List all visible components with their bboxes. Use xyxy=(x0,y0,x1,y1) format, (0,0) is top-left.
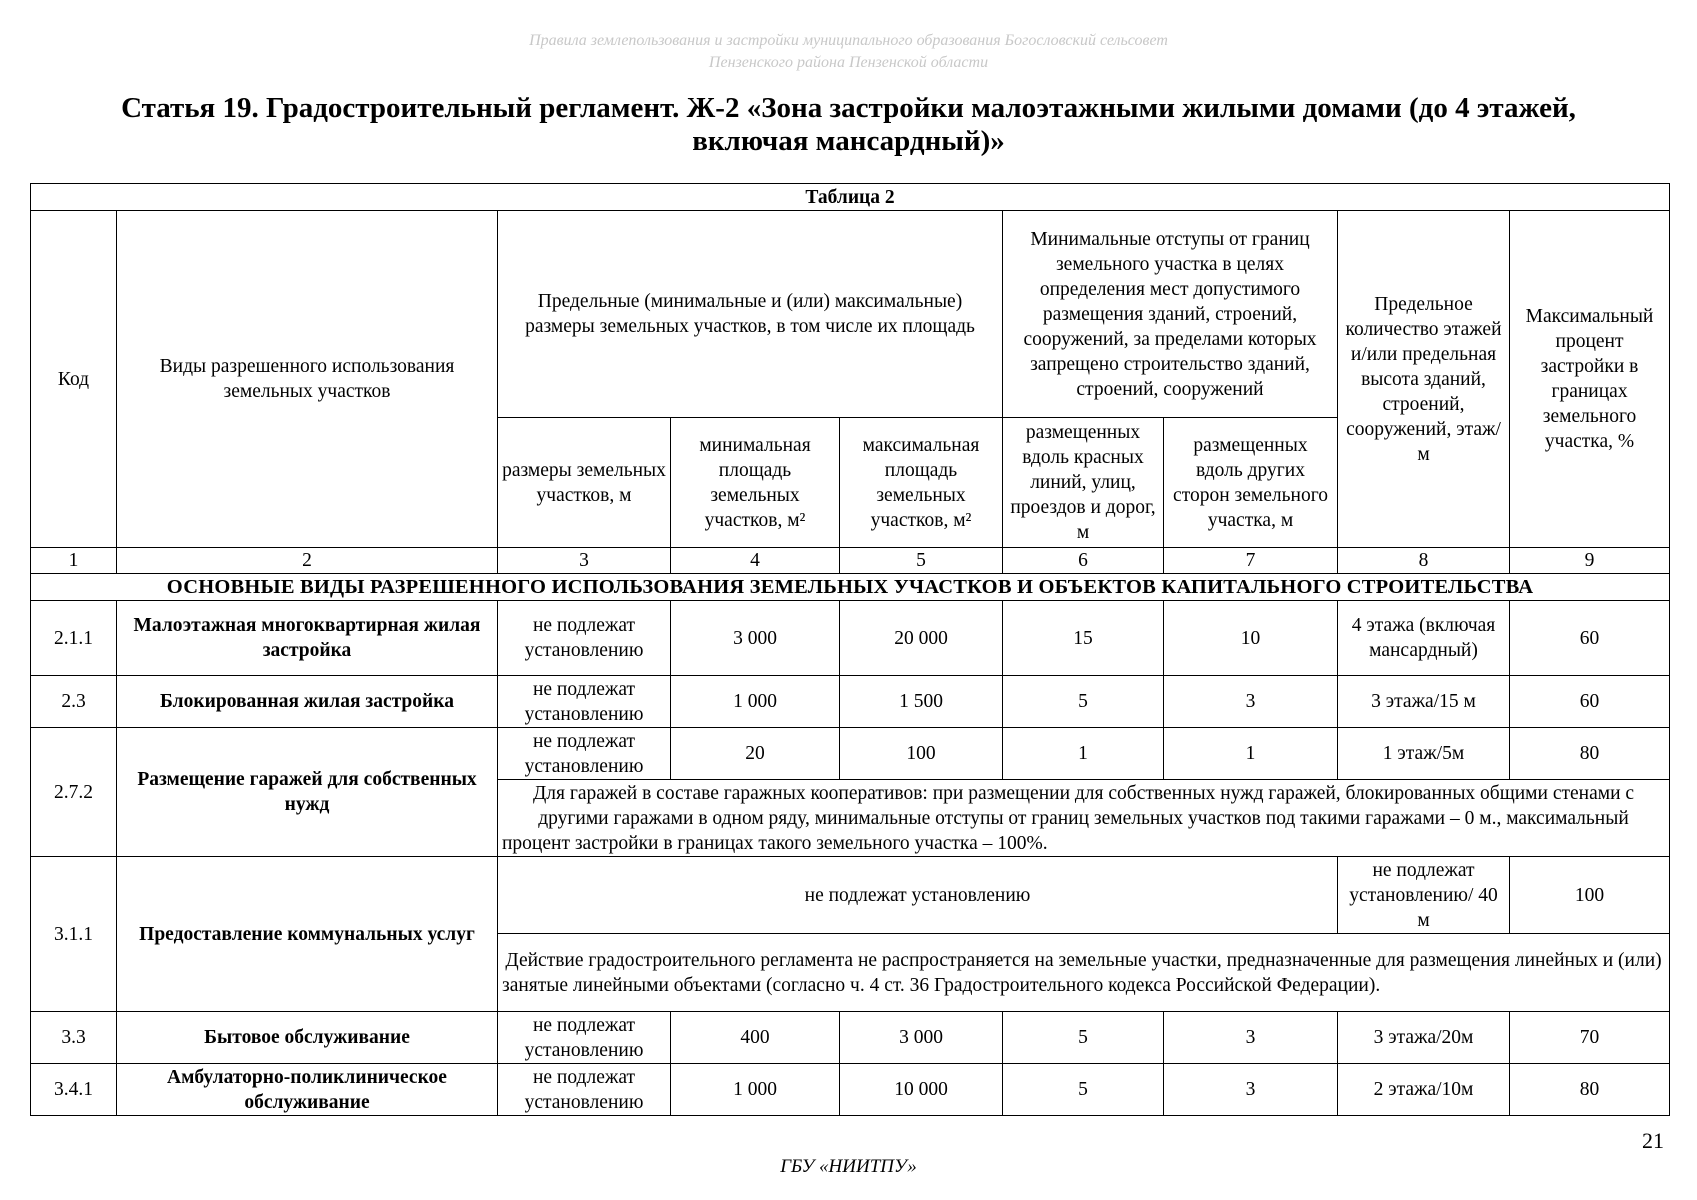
row-setback-red: 5 xyxy=(1003,1064,1164,1116)
row-code: 3.4.1 xyxy=(31,1064,117,1116)
row-sizes: не подлежат установлению xyxy=(498,728,671,780)
col-number: 6 xyxy=(1003,548,1164,574)
row-sizes: не подлежат установлению xyxy=(498,601,671,676)
row-use-name: Бытовое обслуживание xyxy=(117,1012,498,1064)
footer-organization: ГБУ «НИИТПУ» xyxy=(780,1156,917,1177)
row-coverage: 70 xyxy=(1510,1012,1670,1064)
row-max-area: 20 000 xyxy=(840,601,1003,676)
row-floors: 4 этажа (включая мансардный) xyxy=(1338,601,1510,676)
column-numbers-row xyxy=(31,548,1670,574)
header-use: Виды разрешенного использования земельных участков xyxy=(117,211,498,548)
row-code: 2.7.2 xyxy=(31,728,117,857)
article-title xyxy=(60,92,1637,158)
row-min-area: 1 000 xyxy=(671,1064,840,1116)
running-header-line1: Правила землепользования и застройки муниципального образования Богословский сельсовет xyxy=(529,32,1168,49)
table-row xyxy=(31,1064,1670,1116)
table-caption: Таблица 2 xyxy=(31,184,1670,211)
row-note: Действие градостроительного регламента не распространяется на земельные участки, предназначенные для размещения линейных и (или) занятые линейными объектами (согласно ч. 4 ст. 36 Градостроительного кодекса Российской Федерации). xyxy=(498,934,1670,1012)
row-coverage: 60 xyxy=(1510,676,1670,728)
row-coverage: 80 xyxy=(1510,1064,1670,1116)
row-use-name: Малоэтажная многоквартирная жилая застройка xyxy=(117,601,498,676)
header-sizes-group: Предельные (минимальные и (или) максимальные) размеры земельных участков, в том числе их площадь xyxy=(498,211,1003,418)
row-coverage: 80 xyxy=(1510,728,1670,780)
row-max-area: 100 xyxy=(840,728,1003,780)
col-number: 2 xyxy=(117,548,498,574)
row-note: Для гаражей в составе гаражных кооперативов: при размещении для собственных нужд гаражей, блокированных общими стенами с другими гаражами в одном ряду, минимальные отступы от границ земельных участков под такими гаражами – 0 м., максимальный процент застройки в границах такого земельного участка – 100%. xyxy=(498,780,1670,857)
table-row xyxy=(31,1012,1670,1064)
row-floors: 3 этажа/15 м xyxy=(1338,676,1510,728)
col-number: 5 xyxy=(840,548,1003,574)
row-setback-other: 10 xyxy=(1164,601,1338,676)
row-min-area: 1 000 xyxy=(671,676,840,728)
row-max-area: 3 000 xyxy=(840,1012,1003,1064)
row-merged-value: не подлежат установлению xyxy=(498,857,1338,934)
row-setback-red: 15 xyxy=(1003,601,1164,676)
header-floors: Предельное количество этажей и/или предельная высота зданий, строений, сооружений, этаж/м xyxy=(1338,211,1510,548)
col-number: 1 xyxy=(31,548,117,574)
row-setback-red: 5 xyxy=(1003,1012,1164,1064)
row-max-area: 10 000 xyxy=(840,1064,1003,1116)
subheader-sizes: размеры земельных участков, м xyxy=(498,418,671,548)
row-code: 2.3 xyxy=(31,676,117,728)
row-floors: 3 этажа/20м xyxy=(1338,1012,1510,1064)
col-number: 8 xyxy=(1338,548,1510,574)
header-code: Код xyxy=(31,211,117,548)
row-use-name: Амбулаторно-поликлиническое обслуживание xyxy=(117,1064,498,1116)
row-floors: 1 этаж/5м xyxy=(1338,728,1510,780)
table-row xyxy=(31,857,1670,934)
regulation-table xyxy=(30,183,1670,1116)
title-line1: Статья 19. Градостроительный регламент. Ж-2 «Зона застройки малоэтажными жилыми домами (до 4 этажей, xyxy=(121,92,1576,124)
row-use-name: Размещение гаражей для собственных нужд xyxy=(117,728,498,857)
row-sizes: не подлежат установлению xyxy=(498,676,671,728)
subheader-min-area: минимальная площадь земельных участков, м² xyxy=(671,418,840,548)
row-setback-other: 1 xyxy=(1164,728,1338,780)
table-row xyxy=(31,728,1670,780)
page-number: 21 xyxy=(1642,1128,1664,1153)
section-title: ОСНОВНЫЕ ВИДЫ РАЗРЕШЕННОГО ИСПОЛЬЗОВАНИЯ ЗЕМЕЛЬНЫХ УЧАСТКОВ И ОБЪЕКТОВ КАПИТАЛЬНОГО СТРОИТЕЛЬСТВА xyxy=(31,574,1670,601)
row-min-area: 400 xyxy=(671,1012,840,1064)
row-floors: не подлежат установлению/ 40 м xyxy=(1338,857,1510,934)
row-min-area: 3 000 xyxy=(671,601,840,676)
header-setbacks-group: Минимальные отступы от границ земельного участка в целях определения мест допустимого размещения зданий, строений, сооружений, за пределами которых запрещено строительство зданий, строений, сооружений xyxy=(1003,211,1338,418)
row-setback-red: 1 xyxy=(1003,728,1164,780)
row-use-name: Предоставление коммунальных услуг xyxy=(117,857,498,1012)
col-number: 7 xyxy=(1164,548,1338,574)
row-code: 3.1.1 xyxy=(31,857,117,1012)
col-number: 4 xyxy=(671,548,840,574)
col-number: 3 xyxy=(498,548,671,574)
col-number: 9 xyxy=(1510,548,1670,574)
running-header-line2: Пензенского района Пензенской области xyxy=(708,54,989,71)
header-coverage: Максимальный процент застройки в границах земельного участка, % xyxy=(1510,211,1670,548)
row-floors: 2 этажа/10м xyxy=(1338,1064,1510,1116)
row-code: 2.1.1 xyxy=(31,601,117,676)
subheader-other-sides: размещенных вдоль других сторон земельного участка, м xyxy=(1164,418,1338,548)
row-coverage: 60 xyxy=(1510,601,1670,676)
row-code: 3.3 xyxy=(31,1012,117,1064)
row-max-area: 1 500 xyxy=(840,676,1003,728)
row-sizes: не подлежат установлению xyxy=(498,1064,671,1116)
row-setback-red: 5 xyxy=(1003,676,1164,728)
row-setback-other: 3 xyxy=(1164,676,1338,728)
row-setback-other: 3 xyxy=(1164,1012,1338,1064)
table-row xyxy=(31,601,1670,676)
row-min-area: 20 xyxy=(671,728,840,780)
subheader-red-lines: размещенных вдоль красных линий, улиц, проездов и дорог, м xyxy=(1003,418,1164,548)
row-use-name: Блокированная жилая застройка xyxy=(117,676,498,728)
row-sizes: не подлежат установлению xyxy=(498,1012,671,1064)
title-line2: включая мансардный)» xyxy=(692,125,1005,157)
table-row xyxy=(31,676,1670,728)
row-setback-other: 3 xyxy=(1164,1064,1338,1116)
subheader-max-area: максимальная площадь земельных участков, м² xyxy=(840,418,1003,548)
row-coverage: 100 xyxy=(1510,857,1670,934)
